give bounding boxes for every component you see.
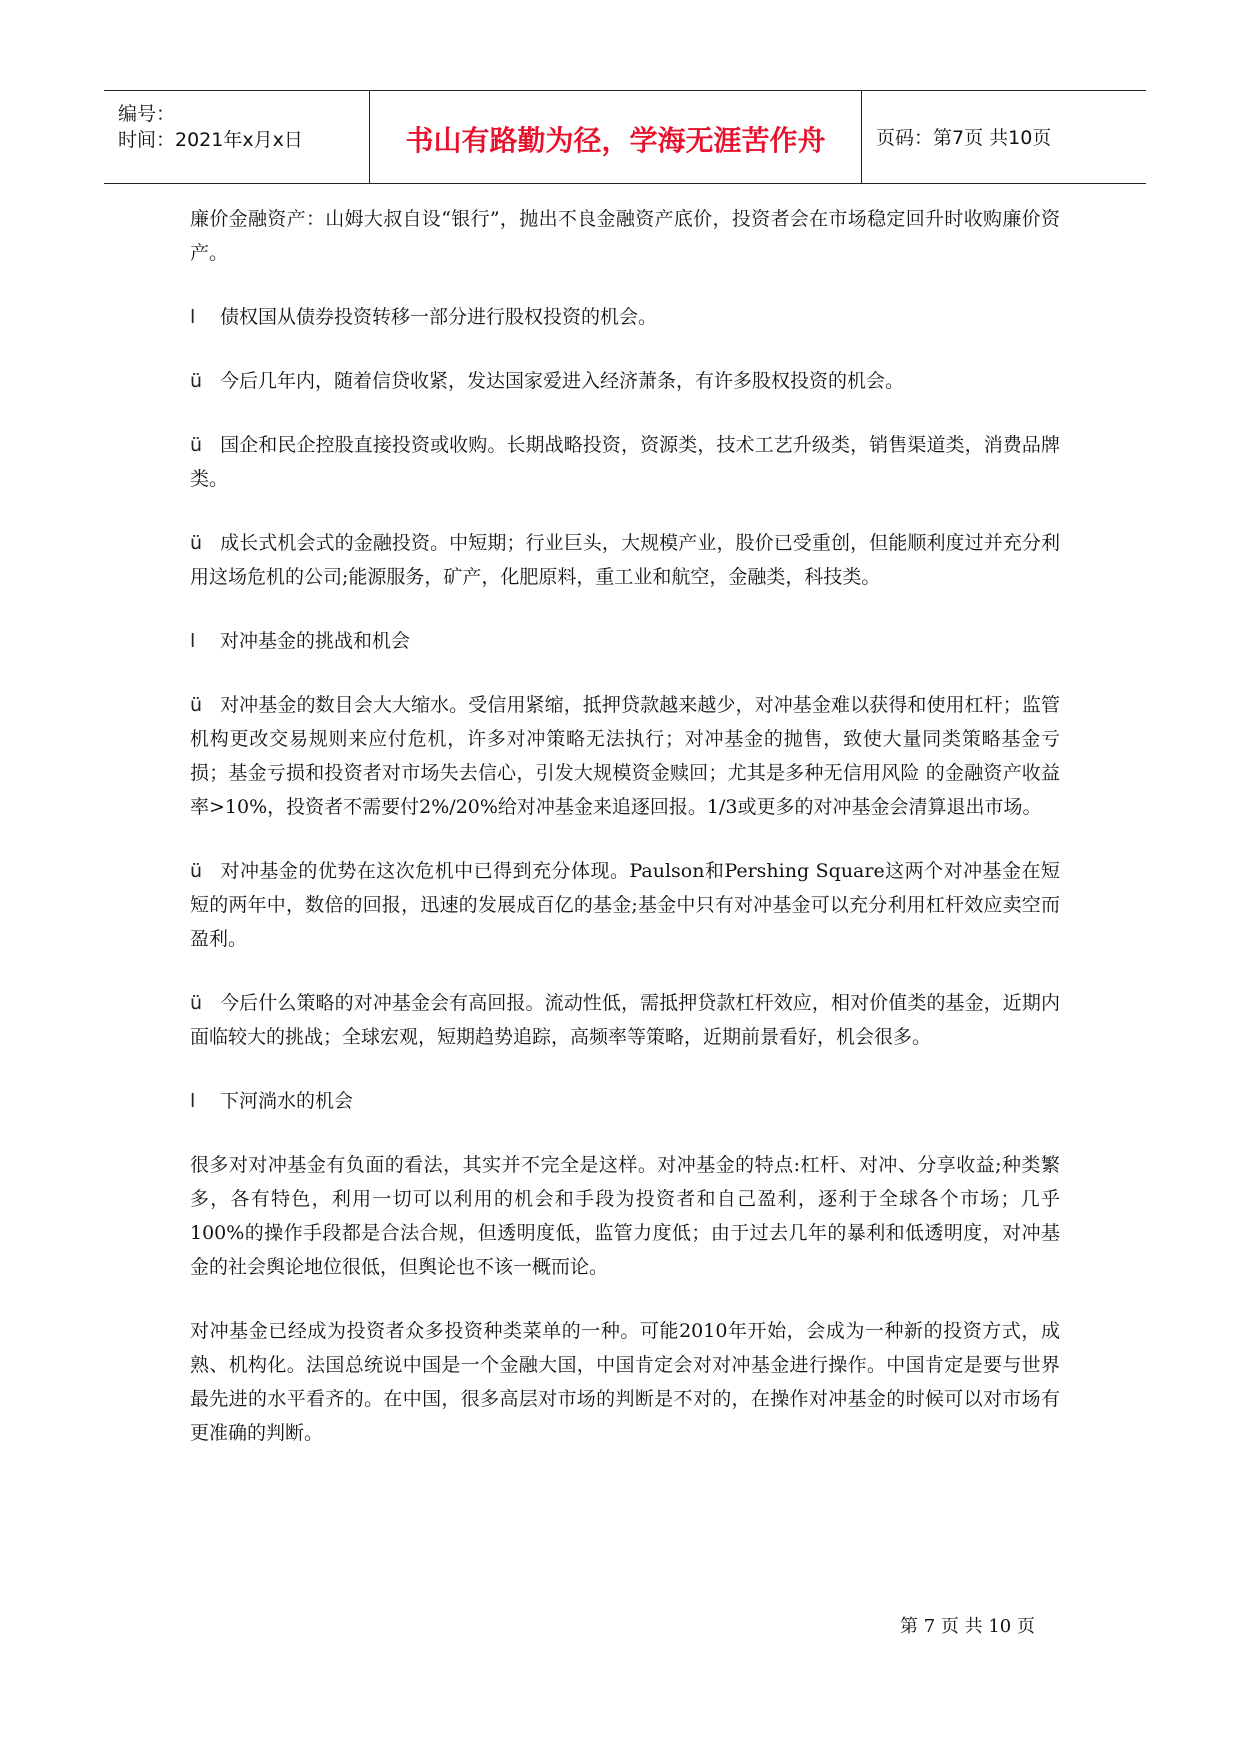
page-header (104, 90, 1146, 184)
bullet-paragraph: l 债权国从债券投资转移一部分进行股权投资的机会。 (190, 300, 1060, 334)
bullet-marker: ü (190, 860, 203, 882)
bullet-marker: l (190, 630, 196, 652)
header-page-info: 页码：第7页 共10页 (876, 127, 1052, 149)
header-meta-cell (104, 91, 370, 183)
bullet-paragraph: ü 今后什么策略的对冲基金会有高回报。流动性低，需抵押贷款杠杆效应，相对价值类的基金，近期内面临较大的挑战；全球宏观，短期趋势追踪，高频率等策略，近期前景看好，机会很多。 (190, 986, 1060, 1054)
bullet-marker: ü (190, 694, 203, 716)
bullet-marker: ü (190, 434, 203, 456)
bullet-paragraph: ü 对冲基金的优势在这次危机中已得到充分体现。Paulson和Pershing Square这两个对冲基金在短短的两年中，数倍的回报，迅速的发展成百亿的基金;基金中只有对冲基金可以充分利用杠杆效应卖空而盈利。 (190, 854, 1060, 956)
bullet-paragraph: ü 成长式机会式的金融投资。中短期；行业巨头，大规模产业，股价已受重创，但能顺利度过并充分利用这场危机的公司;能源服务，矿产，化肥原料，重工业和航空，金融类，科技类。 (190, 526, 1060, 594)
paragraph: 对冲基金已经成为投资者众多投资种类菜单的一种。可能2010年开始，会成为一种新的投资方式，成熟、机构化。法国总统说中国是一个金融大国，中国肯定会对对冲基金进行操作。中国肯定是要与世界最先进的水平看齐的。在中国，很多高层对市场的判断是不对的，在操作对冲基金的时候可以对市场有更准确的判断。 (190, 1320, 1060, 1444)
paragraph: 很多对对冲基金有负面的看法，其实并不完全是这样。对冲基金的特点:杠杆、对冲、分享收益;种类繁多，各有特色，利用一切可以利用的机会和手段为投资者和自己盈利，逐利于全球各个市场；几乎100%的操作手段都是合法合规，但透明度低，监管力度低；由于过去几年的暴利和低透明度，对冲基金的社会舆论地位很低，但舆论也不该一概而论。 (190, 1154, 1060, 1278)
paragraph: 廉价金融资产：山姆大叔自设“银行”，抛出不良金融资产底价，投资者会在市场稳定回升时收购廉价资产。 (190, 208, 1060, 264)
bullet-paragraph: ü 国企和民企控股直接投资或收购。长期战略投资，资源类，技术工艺升级类，销售渠道类，消费品牌类。 (190, 428, 1060, 496)
bullet-marker: l (190, 1090, 196, 1112)
page-footer: 第 7 页 共 10 页 (900, 1616, 1035, 1637)
bullet-marker: ü (190, 370, 203, 392)
document-time-label: 时间：2021年x月x日 (118, 129, 303, 151)
bullet-paragraph: l 对冲基金的挑战和机会 (190, 624, 1060, 658)
bullet-marker: ü (190, 532, 203, 554)
bullet-paragraph: ü 今后几年内，随着信贷收紧，发达国家爱进入经济萧条，有许多股权投资的机会。 (190, 364, 1060, 398)
header-motto: 书山有路勤为径，学海无涯苦作舟 (405, 124, 826, 157)
bullet-marker: l (190, 306, 196, 328)
bullet-marker: ü (190, 992, 203, 1014)
header-motto-cell (370, 91, 862, 183)
bullet-paragraph: l 下河淌水的机会 (190, 1084, 1060, 1118)
bullet-paragraph: ü 对冲基金的数目会大大缩水。受信用紧缩，抵押贷款越来越少，对冲基金难以获得和使用杠杆；监管机构更改交易规则来应付危机，许多对冲策略无法执行；对冲基金的抛售，致使大量同类策略基金亏损；基金亏损和投资者对市场失去信心，引发大规模资金赎回；尤其是多种无信用风险 的金融资产收益率>10%，投资者不需要付2%/20%给对冲基金来追逐回报。1/3或更多的对冲基金会清算退出市场。 (190, 688, 1060, 824)
document-body (190, 202, 1060, 1480)
header-page-cell (862, 91, 1146, 183)
document-number-label: 编号： (118, 103, 176, 125)
